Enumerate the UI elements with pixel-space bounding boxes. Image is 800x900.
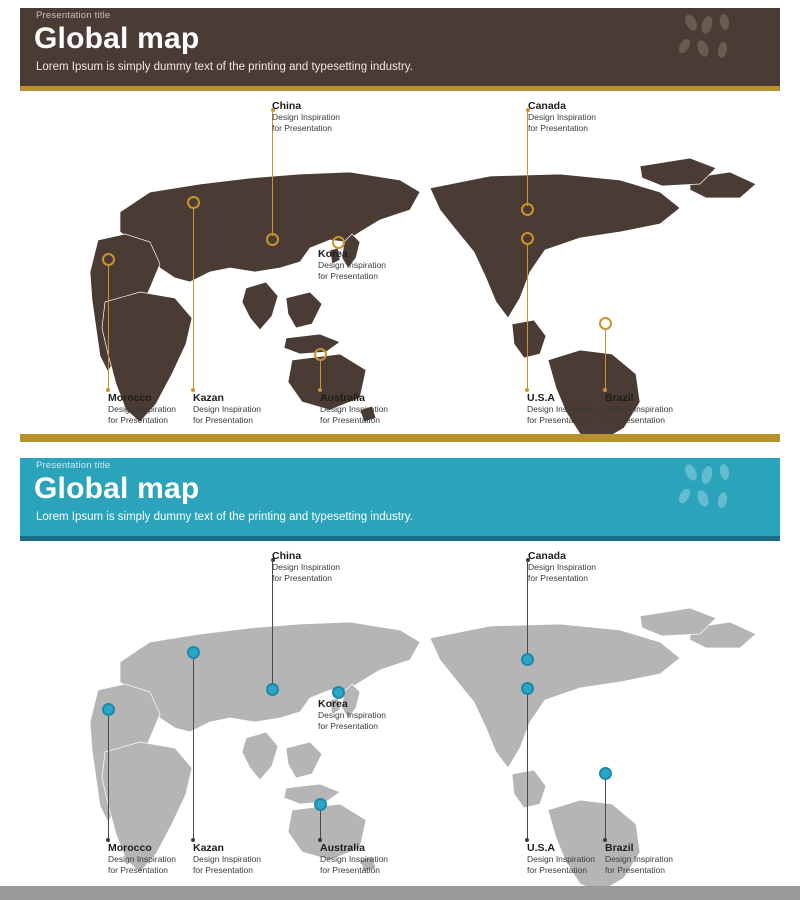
callout-kazan-desc2: for Presentation xyxy=(193,414,254,425)
callout-australia-desc1: Design Inspiration xyxy=(320,404,389,414)
callout-brazil-name-teal: Brazil xyxy=(605,842,634,854)
map-marker-brazil[interactable] xyxy=(599,317,612,330)
callout-brazil-teal xyxy=(605,842,725,875)
world-map-brown xyxy=(0,92,800,442)
lead-line-brazil xyxy=(605,330,606,390)
callout-kazan-name-teal: Kazan xyxy=(193,842,224,854)
callout-kazan-name: Kazan xyxy=(193,392,224,404)
callout-usa-name: U.S.A xyxy=(527,392,556,404)
callout-morocco-desc2-teal: for Presentation xyxy=(108,864,169,875)
lead-line-usa-teal xyxy=(527,695,528,840)
map-marker-kazan[interactable] xyxy=(187,196,200,209)
callout-kazan-teal xyxy=(193,842,313,875)
callout-canada-desc1-teal: Design Inspiration xyxy=(528,562,597,572)
callout-usa-name-teal: U.S.A xyxy=(527,842,556,854)
callout-australia-name: Australia xyxy=(320,392,365,404)
callout-china-desc2-teal: for Presentation xyxy=(272,572,333,583)
callout-brazil-desc2: for Presentation xyxy=(605,414,666,425)
callout-korea-desc1: Design Inspiration xyxy=(318,260,387,270)
callout-korea-desc2: for Presentation xyxy=(318,270,379,281)
map-marker-kazan-teal[interactable] xyxy=(187,646,200,659)
callout-korea xyxy=(318,248,438,281)
page-subtitle-brown: Lorem Ipsum is simply dummy text of the printing and typesetting industry. xyxy=(36,61,413,73)
callout-australia-desc1-teal: Design Inspiration xyxy=(320,854,389,864)
callout-china-desc1: Design Inspiration xyxy=(272,112,341,122)
lead-line-australia-teal xyxy=(320,811,321,840)
callout-morocco-desc1-teal: Design Inspiration xyxy=(108,854,177,864)
callout-china-teal xyxy=(272,550,392,583)
map-marker-australia[interactable] xyxy=(314,348,327,361)
header-accent-bar-teal xyxy=(20,536,780,541)
callout-australia-teal xyxy=(320,842,440,875)
map-marker-morocco[interactable] xyxy=(102,253,115,266)
callout-brazil xyxy=(605,392,725,425)
callout-canada-desc2: for Presentation xyxy=(528,122,589,133)
map-marker-canada[interactable] xyxy=(521,203,534,216)
callout-morocco-name-teal: Morocco xyxy=(108,842,152,854)
callout-usa-desc1: Design Inspiration xyxy=(527,404,596,414)
footer-strip xyxy=(0,886,800,900)
callout-china-name-teal: China xyxy=(272,550,302,562)
callout-morocco-desc2: for Presentation xyxy=(108,414,169,425)
callout-morocco-name: Morocco xyxy=(108,392,152,404)
callout-australia xyxy=(320,392,440,425)
page-subtitle-teal: Lorem Ipsum is simply dummy text of the printing and typesetting industry. xyxy=(36,511,413,523)
page-title-teal: Global map xyxy=(34,472,200,505)
callout-canada-name-teal: Canada xyxy=(528,550,566,562)
callout-kazan-desc1: Design Inspiration xyxy=(193,404,262,414)
callout-australia-desc2-teal: for Presentation xyxy=(320,864,381,875)
map-marker-brazil-teal[interactable] xyxy=(599,767,612,780)
callout-usa-desc2-teal: for Presentation xyxy=(527,864,588,875)
callout-kazan-desc1-teal: Design Inspiration xyxy=(193,854,262,864)
callout-china-desc1-teal: Design Inspiration xyxy=(272,562,341,572)
callout-china xyxy=(272,100,392,133)
lead-line-brazil-teal xyxy=(605,780,606,840)
map-marker-usa-teal[interactable] xyxy=(521,682,534,695)
coffee-beans-icon xyxy=(680,14,752,72)
callout-usa-desc1-teal: Design Inspiration xyxy=(527,854,596,864)
callout-canada-desc1: Design Inspiration xyxy=(528,112,597,122)
lead-line-kazan xyxy=(193,209,194,390)
callout-kazan-desc2-teal: for Presentation xyxy=(193,864,254,875)
world-map-teal xyxy=(0,542,800,892)
callout-usa-desc2: for Presentation xyxy=(527,414,588,425)
lead-line-kazan-teal xyxy=(193,659,194,840)
page-title-brown: Global map xyxy=(34,22,200,55)
lead-line-usa xyxy=(527,245,528,390)
map-marker-canada-teal[interactable] xyxy=(521,653,534,666)
presentation-title-teal: Presentation title xyxy=(36,460,111,471)
callout-brazil-desc1: Design Inspiration xyxy=(605,404,674,414)
callout-canada-desc2-teal: for Presentation xyxy=(528,572,589,583)
lead-line-morocco-teal xyxy=(108,716,109,840)
callout-kazan xyxy=(193,392,313,425)
callout-canada-teal xyxy=(528,550,648,583)
slide-teal xyxy=(0,450,800,900)
callout-korea-teal xyxy=(318,698,438,731)
callout-korea-name-teal: Korea xyxy=(318,698,348,710)
callout-australia-desc2: for Presentation xyxy=(320,414,381,425)
map-marker-china[interactable] xyxy=(266,233,279,246)
footer-accent-bar-brown xyxy=(20,434,780,442)
callout-korea-desc2-teal: for Presentation xyxy=(318,720,379,731)
callout-morocco-desc1: Design Inspiration xyxy=(108,404,177,414)
map-marker-china-teal[interactable] xyxy=(266,683,279,696)
lead-line-australia xyxy=(320,361,321,390)
callout-china-name: China xyxy=(272,100,302,112)
header-accent-bar-brown xyxy=(20,86,780,91)
callout-brazil-name: Brazil xyxy=(605,392,634,404)
callout-canada xyxy=(528,100,648,133)
callout-korea-desc1-teal: Design Inspiration xyxy=(318,710,387,720)
map-marker-usa[interactable] xyxy=(521,232,534,245)
coffee-beans-icon-teal xyxy=(680,464,752,522)
callout-australia-name-teal: Australia xyxy=(320,842,365,854)
callout-canada-name: Canada xyxy=(528,100,566,112)
callout-brazil-desc2-teal: for Presentation xyxy=(605,864,666,875)
callout-brazil-desc1-teal: Design Inspiration xyxy=(605,854,674,864)
map-marker-morocco-teal[interactable] xyxy=(102,703,115,716)
presentation-title-brown: Presentation title xyxy=(36,10,111,21)
map-marker-australia-teal[interactable] xyxy=(314,798,327,811)
lead-line-morocco xyxy=(108,266,109,390)
callout-korea-name: Korea xyxy=(318,248,348,260)
callout-china-desc2: for Presentation xyxy=(272,122,333,133)
